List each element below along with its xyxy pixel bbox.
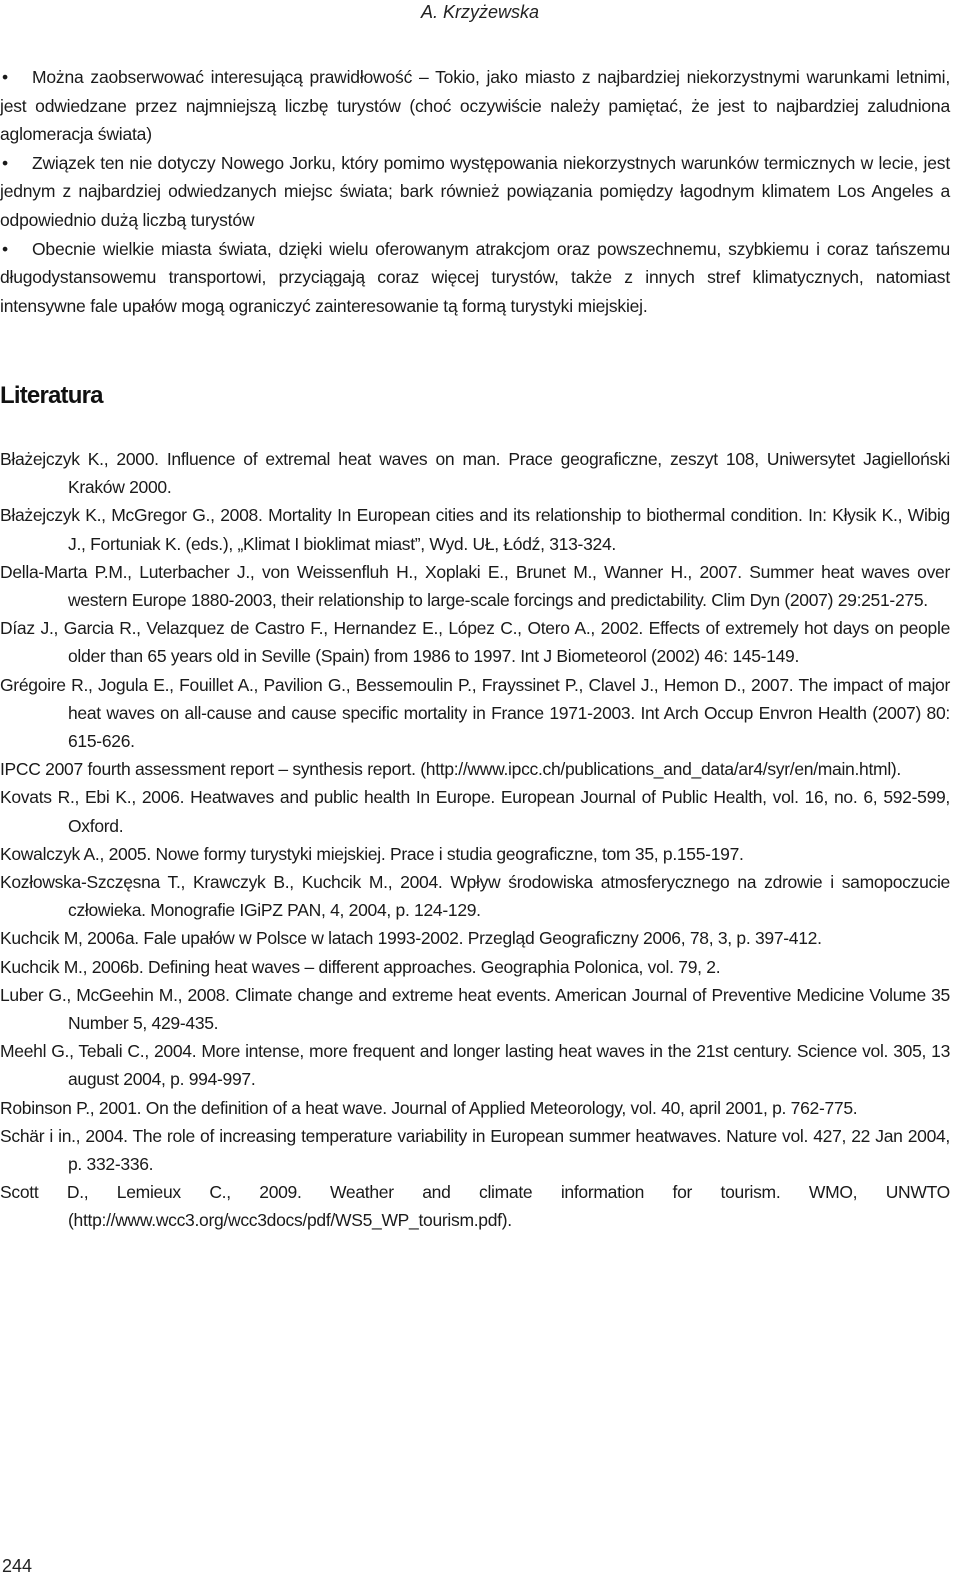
section-heading-literature: Literatura (0, 382, 103, 409)
bullet-icon: • (2, 152, 8, 173)
reference-item: Scott D., Lemieux C., 2009. Weather and climate information for tourism. WMO, UNWTO (http://www.wcc3.org/wcc3docs/pdf/WS5_WP_tourism.pdf). (0, 1182, 950, 1231)
bullet-list (0, 63, 950, 320)
paragraph-text: Związek ten nie dotyczy Nowego Jorku, który pomimo występowania niekorzystnych warunków termicznych w lecie, jest jednym z najbardziej odwiedzanych miejsc świata; bark również powiązania pomiędzy łagodnym klimatem Los Angeles a odpowiednio dużą liczbą turystów (0, 152, 950, 230)
reference-item: Kuchcik M, 2006a. Fale upałów w Polsce w latach 1993-2002. Przegląd Geograficzny 2006, 78, 3, p. 397-412. (0, 928, 822, 949)
reference-item: Meehl G., Tebali C., 2004. More intense, more frequent and longer lasting heat waves in the 21st century. Science vol. 305, 13 august 2004, p. 994-997. (0, 1041, 950, 1090)
running-header: A. Krzyżewska (420, 2, 540, 22)
bullet-icon: • (2, 67, 8, 87)
paragraph-text: Można zaobserwować interesującą prawidłowość – Tokio, jako miasto z najbardziej niekorzystnymi warunkami letnimi, jest odwiedzane przez najmniejszą liczbę turystów (choć oczywiście należy pamiętać, że jest to najbardziej zaludniona aglomeracja świata) (0, 67, 950, 145)
reference-item: Kuchcik M., 2006b. Defining heat waves – different approaches. Geographia Polonica, vol. 79, 2. (0, 956, 721, 977)
bullet-paragraph-2 (0, 149, 950, 235)
reference-item: Luber G., McGeehin M., 2008. Climate change and extreme heat events. American Journal of Preventive Medicine Volume 35 Number 5, 429-435. (0, 984, 950, 1034)
reference-item: Robinson P., 2001. On the definition of a heat wave. Journal of Applied Meteorology, vol. 40, april 2001, p. 762-775. (0, 1097, 858, 1118)
reference-list (0, 445, 950, 1235)
bullet-icon: • (2, 238, 8, 259)
reference-item: Kovats R., Ebi K., 2006. Heatwaves and public health In Europe. European Journal of Public Health, vol. 16, no. 6, 592-599, Oxford. (0, 787, 950, 836)
reference-item: IPCC 2007 fourth assessment report – synthesis report. (http://www.ipcc.ch/publications_and_data/ar4/syr/en/main.html). (0, 759, 901, 780)
bullet-paragraph-3 (0, 235, 950, 321)
reference-item: Kozłowska-Szczęsna T., Krawczyk B., Kuchcik M., 2004. Wpływ środowiska atmosferycznego na zdrowie i samopoczucie człowieka. Monografie IGiPZ PAN, 4, 2004, p. 124-129. (0, 872, 950, 921)
reference-item: Kowalczyk A., 2005. Nowe formy turystyki miejskiej. Prace i studia geograficzne, tom 35, p.155-197. (0, 843, 744, 864)
bullet-paragraph-1 (0, 63, 950, 149)
reference-item: Błażejczyk K., 2000. Influence of extremal heat waves on man. Prace geograficzne, zeszyt 108, Uniwersytet Jagielloński Kraków 2000. (0, 449, 950, 498)
reference-item: Della-Marta P.M., Luterbacher J., von Weissenfluh H., Xoplaki E., Brunet M., Wanner H., 2007. Summer heat waves over western Europe 1880-2003, their relationship to large-scale forcings and predictability. Clim Dyn (2007) 29:251-275. (0, 561, 950, 611)
reference-item: Schär i in., 2004. The role of increasing temperature variability in European summer heatwaves. Nature vol. 427, 22 Jan 2004, p. 332-336. (0, 1125, 950, 1175)
reference-item: Grégoire R., Jogula E., Fouillet A., Pavilion G., Bessemoulin P., Frayssinet P., Clavel J., Hemon D., 2007. The impact of major heat waves on all-cause and cause specific mortality in France 1971-2003. Int Arch Occup Envron Health (2007) 80: 615-626. (0, 674, 950, 752)
reference-item: Błażejczyk K., McGregor G., 2008. Mortality In European cities and its relationship to biothermal condition. In: Kłysik K., Wibig J., Fortuniak K. (eds.), „Klimat I bioklimat miast”, Wyd. UŁ, Łódź, 313-324. (0, 505, 950, 554)
reference-item: Díaz J., Garcia R., Velazquez de Castro F., Hernandez E., López C., Otero A., 2002. Effects of extremely hot days on people older than 65 years old in Seville (Spain) from 1986 to 1997. Int J Biometeorol (2002) 46: 145-149. (0, 618, 950, 667)
page-number: 244 (2, 1556, 33, 1576)
paragraph-text: Obecnie wielkie miasta świata, dzięki wielu oferowanym atrakcjom oraz powszechnemu, szybkiemu i coraz tańszemu długodystansowemu transportowi, przyciągają coraz więcej turystów, także z innych stref klimatycznych, natomiast intensywne fale upałów mogą ograniczyć zainteresowanie tą formą turystyki miejskiej. (0, 238, 950, 316)
